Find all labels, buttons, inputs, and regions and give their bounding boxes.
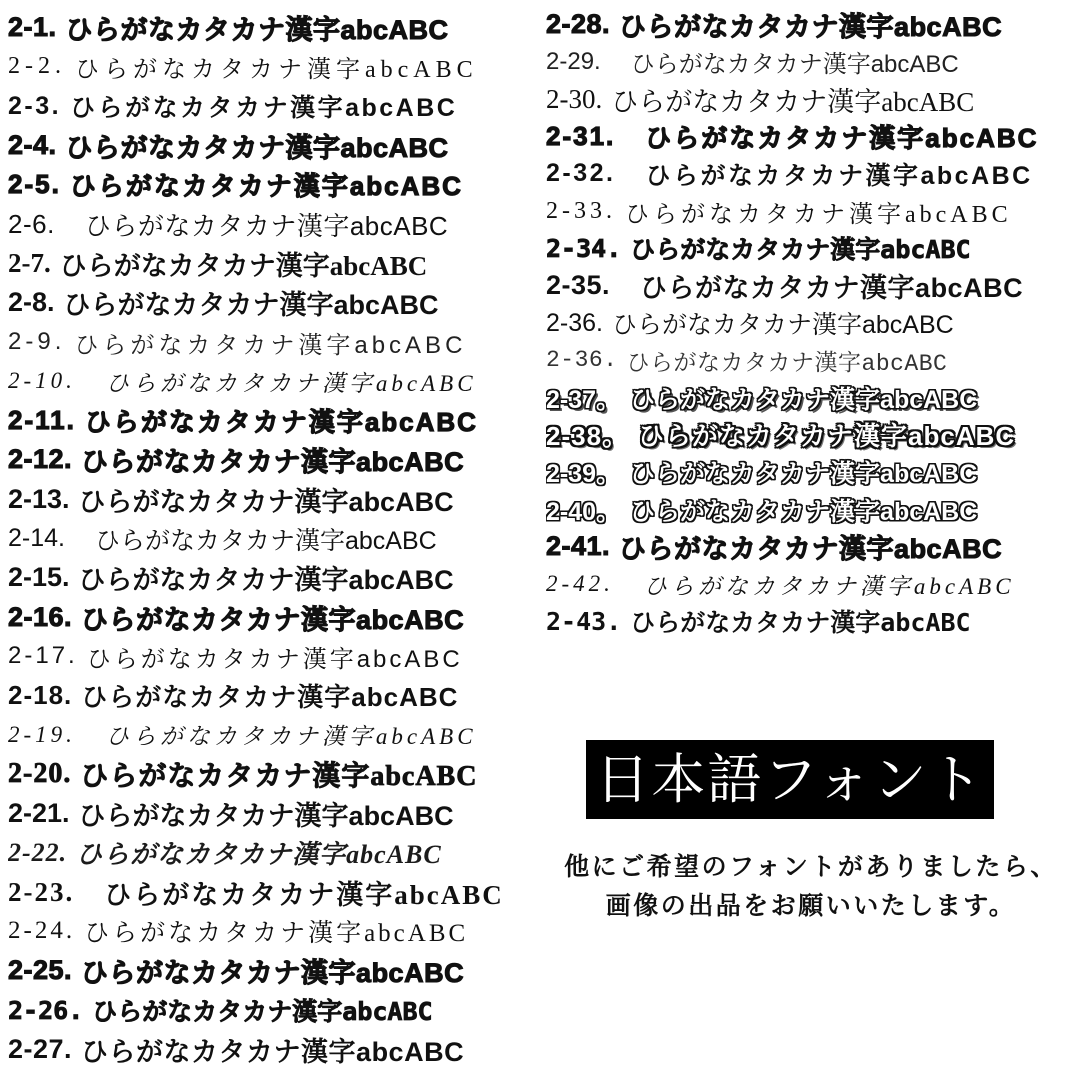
sample-text: ひらがなカタカナ漢字abcABC (643, 573, 1015, 599)
sample-number: 2-19. (8, 721, 76, 747)
sample-text: ひらがなカタカナ漢字abcABC (630, 51, 959, 79)
font-sample-row (8, 362, 542, 401)
font-sample-row (8, 912, 542, 951)
font-sample-row (546, 565, 1076, 602)
sample-number: 2-11. (8, 405, 76, 436)
font-sample-row (8, 126, 542, 165)
font-sample-row (8, 637, 542, 676)
sample-number: 2-13. (8, 483, 70, 514)
sample-number: 2-43. (546, 606, 622, 636)
sample-text: ひらがなカタカナ漢字abcABC (78, 801, 454, 832)
sample-text: ひらがなカタカナ漢字abcABC (59, 250, 428, 281)
sample-number: 2-32. (546, 159, 616, 188)
font-sample-row (546, 454, 1076, 491)
sample-number: 2-34. (546, 233, 622, 263)
sample-number: 2-37。 (546, 385, 622, 414)
font-sample-row (546, 118, 1076, 155)
sample-number: 2-39。 (546, 460, 622, 489)
sample-text: ひらがなカタカナ漢字abcABC (645, 161, 1033, 190)
sample-text: ひらがなカタカナ漢字abcABC (81, 447, 465, 478)
sample-number: 2-18. (8, 680, 73, 711)
font-sample-row (8, 87, 542, 126)
font-sample-row (8, 873, 542, 912)
font-sample-row (8, 676, 542, 715)
font-sample-row (8, 244, 542, 283)
font-sample-row (8, 833, 542, 872)
sample-text: ひらがなカタカナ漢字abcABC (81, 1036, 465, 1067)
font-sample-row (8, 401, 542, 440)
sample-number: 2-23. (8, 876, 75, 907)
font-sample-row (8, 755, 542, 794)
sample-number: 2-31. (546, 121, 616, 152)
font-sample-row (8, 1030, 542, 1069)
font-sample-row (8, 519, 542, 558)
font-sample-row (546, 491, 1076, 528)
font-sample-row (546, 192, 1076, 229)
sample-number: 2-22. (8, 837, 68, 867)
sample-text: ひらがなカタカナ漢字abcABC (640, 273, 1024, 304)
sample-number: 2-20. (8, 758, 72, 790)
sample-text: ひらがなカタカナ漢字abcABC (63, 290, 439, 321)
font-sample-row (8, 597, 542, 636)
sample-number: 2-26. (8, 995, 84, 1025)
sample-number: 2-5. (8, 169, 61, 200)
banner (586, 740, 994, 819)
sample-text: ひらがなカタカナ漢字abcABC (84, 210, 449, 241)
font-sample-row (546, 342, 1076, 379)
sample-number: 2-10. (8, 368, 76, 394)
sample-text: ひらがなカタカナ漢字abcABC (611, 86, 975, 117)
font-sample-row (8, 715, 542, 754)
sample-text: ひらがなカタカナ漢字abcABC (65, 15, 449, 46)
sample-number: 2-9. (8, 328, 66, 356)
font-sample-row (546, 304, 1076, 341)
sample-text: ひらがなカタカナ漢字abcABC (645, 123, 1039, 154)
sample-number: 2-24. (8, 917, 76, 945)
sample-number: 2-3. (8, 91, 62, 120)
sample-text: ひらがなカタカナ漢字abcABC (92, 997, 433, 1027)
sample-number: 2-7. (8, 247, 51, 278)
font-sample-row (546, 230, 1076, 267)
sample-number: 2-36. (546, 308, 603, 337)
sample-number: 2-16. (8, 601, 73, 632)
font-sample-row (546, 6, 1076, 43)
font-sample-row (8, 951, 542, 990)
sample-text: ひらがなカタカナ漢字abcABC (630, 235, 971, 265)
note-line-2: 画像の出品をお願いいたします。 (605, 893, 1017, 920)
sample-text: ひらがなカタカナ漢字abcABC (105, 724, 477, 750)
sample-text: ひらがなカタカナ漢字abcABC (619, 12, 1003, 43)
font-sample-row (8, 990, 542, 1029)
note-block (546, 848, 1076, 926)
font-sample-row (546, 267, 1076, 304)
font-sample-row (8, 165, 542, 204)
sample-number: 2-4. (8, 130, 57, 161)
sample-text: ひらがなカタカナ漢字abcABC (630, 608, 971, 638)
sample-text: ひらがなカタカナ漢字abcABC (75, 57, 478, 84)
sample-text: ひらがなカタカナ漢字abcABC (78, 565, 454, 596)
font-sample-row (8, 204, 542, 243)
sample-number: 2-17. (8, 642, 78, 670)
sample-text: ひらがなカタカナ漢字abcABC (81, 958, 465, 989)
font-sample-row (546, 379, 1076, 416)
sample-number: 2-27. (8, 1033, 73, 1064)
sample-number: 2-12. (8, 444, 73, 475)
sample-number: 2-6. (8, 208, 55, 239)
font-sample-row (546, 603, 1076, 640)
sample-text: ひらがなカタカナ漢字abcABC (70, 94, 458, 123)
sample-number: 2-21. (8, 798, 70, 829)
sample-text: ひらがなカタカナ漢字abcABC (65, 133, 449, 164)
sample-text: ひらがなカタカナ漢字abcABC (86, 645, 463, 673)
sample-number: 2-35. (546, 270, 611, 301)
sample-number: 2-8. (8, 287, 55, 318)
sample-number: 2-25. (8, 955, 73, 986)
font-sample-row (546, 528, 1076, 565)
sample-number: 2-33. (546, 197, 616, 224)
sample-text: ひらがなカタカナ漢字abcABC (638, 421, 1016, 452)
sample-number: 2-40。 (546, 497, 622, 526)
font-sample-row (8, 794, 542, 833)
font-sample-row (8, 283, 542, 322)
sample-text: ひらがなカタカナ漢字abcABC (81, 604, 465, 635)
sample-text: ひらがなカタカナ漢字abcABC (81, 682, 459, 713)
sample-text: ひらがなカタカナ漢字abcABC (84, 920, 469, 948)
font-sample-row (8, 480, 542, 519)
sample-number: 2-15. (8, 562, 70, 593)
sample-text: ひらがなカタカナ漢字abcABC (611, 311, 954, 340)
font-sample-row (8, 440, 542, 479)
sample-text: ひらがなカタカナ漢字abcABC (69, 171, 463, 202)
font-sample-row (8, 47, 542, 86)
font-sample-row (546, 43, 1076, 80)
sample-text: ひらがなカタカナ漢字abcABC (630, 385, 978, 414)
sample-number: 2-1. (8, 12, 57, 43)
font-sample-row (8, 558, 542, 597)
font-sample-row (546, 416, 1076, 453)
sample-text: ひらがなカタカナ漢字abcABC (625, 201, 1012, 228)
font-sample-column-left (8, 0, 542, 1069)
sample-text: ひらがなカタカナ漢字abcABC (74, 331, 467, 359)
font-sample-row (546, 81, 1076, 118)
note-line-1: 他にご希望のフォントがありましたら、 (564, 854, 1058, 881)
sample-text: ひらがなカタカナ漢字abcABC (84, 407, 478, 438)
sample-text: ひらがなカタカナ漢字abcABC (76, 840, 442, 870)
sample-text: ひらがなカタカナ漢字abcABC (626, 350, 948, 377)
sample-number: 2-30. (546, 83, 603, 114)
sample-text: ひらがなカタカナ漢字abcABC (630, 460, 978, 489)
font-sample-row (8, 322, 542, 361)
sample-number: 2-38。 (546, 421, 630, 452)
font-sample-row (546, 155, 1076, 192)
sample-number: 2-36. (546, 347, 618, 374)
sample-text: ひらがなカタカナ漢字abcABC (105, 370, 477, 396)
font-sample-row (8, 8, 542, 47)
sample-text: ひらがなカタカナ漢字abcABC (630, 497, 978, 526)
sample-number: 2-14. (8, 524, 65, 552)
sample-text: ひらがなカタカナ漢字abcABC (80, 761, 478, 793)
sample-number: 2-28. (546, 9, 611, 40)
sample-text: ひらがなカタカナ漢字abcABC (94, 526, 437, 555)
sample-number: 2-2. (8, 53, 66, 80)
banner-title: 日本語フォント (595, 749, 985, 810)
font-sample-column-right (546, 0, 1076, 640)
sample-number: 2-41. (546, 531, 611, 562)
sample-text: ひらがなカタカナ漢字abcABC (619, 534, 1003, 565)
sample-text: ひらがなカタカナ漢字abcABC (78, 486, 454, 517)
sample-number: 2-42. (546, 571, 614, 597)
sample-number: 2-29. (546, 47, 601, 75)
sample-text: ひらがなカタカナ漢字abcABC (104, 879, 504, 910)
